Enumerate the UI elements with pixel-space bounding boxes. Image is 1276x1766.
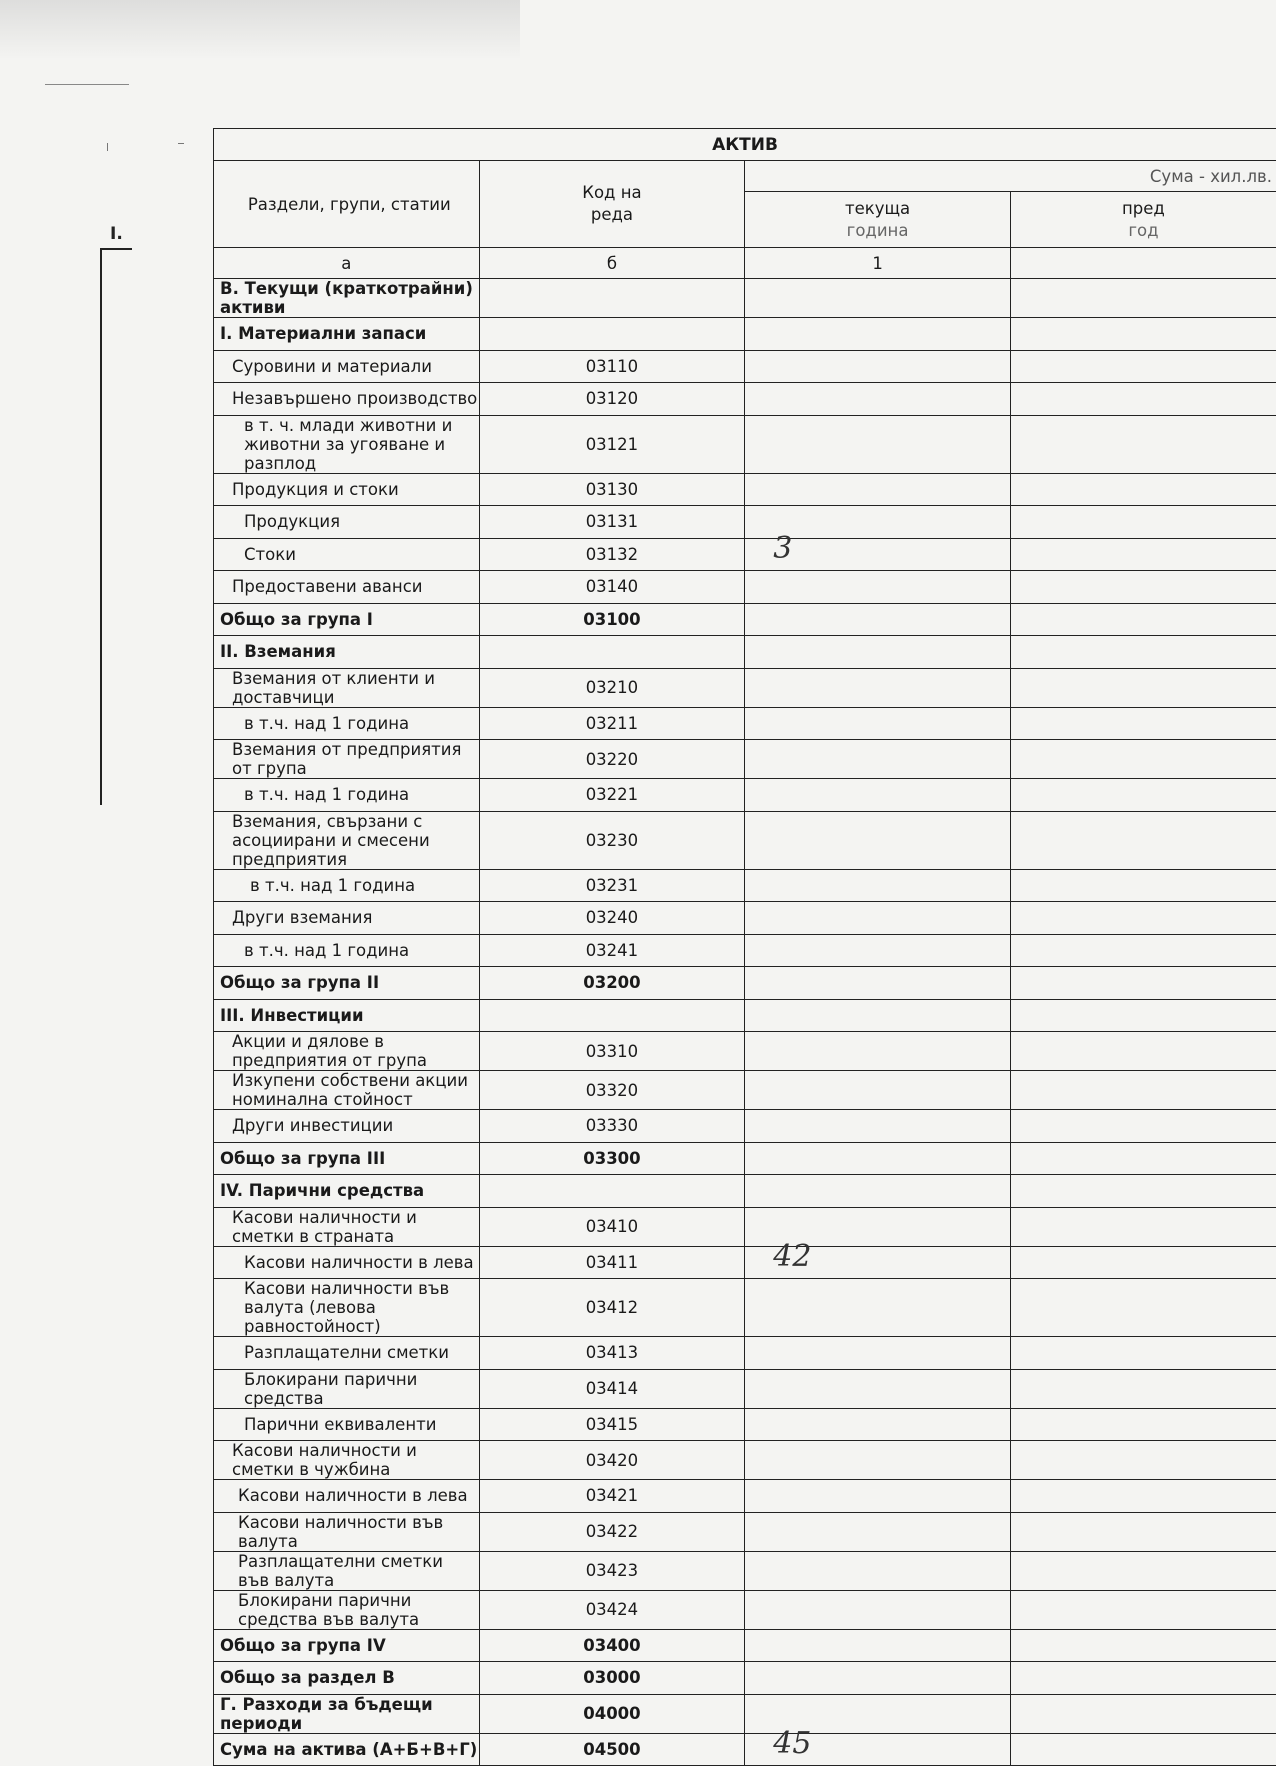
row-code: 03410 xyxy=(479,1207,745,1246)
row-previous-value[interactable] xyxy=(1010,571,1276,604)
row-previous-value[interactable] xyxy=(1010,967,1276,1000)
row-code xyxy=(479,999,745,1032)
row-current-value[interactable] xyxy=(745,668,1011,707)
row-code: 03132 xyxy=(479,538,745,571)
row-label: Разплащателни сметки xyxy=(214,1337,480,1370)
header-name: Раздели, групи, статии xyxy=(214,161,480,248)
table-row xyxy=(214,383,1276,416)
row-code: 03240 xyxy=(479,902,745,935)
row-code: 03400 xyxy=(479,1629,745,1662)
row-previous-value[interactable] xyxy=(1010,811,1276,869)
row-current-value[interactable] xyxy=(745,967,1011,1000)
balance-sheet-form xyxy=(213,128,1276,1766)
row-label: Изкупени собствени акции номинална стойност xyxy=(214,1071,480,1110)
row-current-value[interactable] xyxy=(745,1408,1011,1441)
row-code: 03424 xyxy=(479,1590,745,1629)
row-label: IV. Парични средства xyxy=(214,1175,480,1208)
scan-mark xyxy=(107,143,108,151)
row-current-value[interactable] xyxy=(745,1512,1011,1551)
scan-mark xyxy=(178,143,184,144)
row-code: 03200 xyxy=(479,967,745,1000)
header-cur-line2: година xyxy=(847,221,909,240)
row-current-value[interactable] xyxy=(745,1071,1011,1110)
row-previous-value[interactable] xyxy=(1010,1408,1276,1441)
row-label: в т.ч. над 1 година xyxy=(214,707,480,740)
scan-smudge xyxy=(0,0,520,60)
row-label: Разплащателни сметки във валута xyxy=(214,1551,480,1590)
table-row xyxy=(214,934,1276,967)
table-row xyxy=(214,1369,1276,1408)
row-label: Стоки xyxy=(214,538,480,571)
row-code: 03121 xyxy=(479,415,745,473)
row-current-value[interactable] xyxy=(745,1175,1011,1208)
row-current-value[interactable] xyxy=(745,636,1011,669)
row-current-value[interactable] xyxy=(745,603,1011,636)
row-label: В. Текущи (краткотрайни) активи xyxy=(214,279,480,318)
row-code: 03100 xyxy=(479,603,745,636)
letter-b: б xyxy=(479,248,745,279)
row-code: 03412 xyxy=(479,1279,745,1337)
table-row xyxy=(214,1032,1276,1071)
row-label: Суровини и материали xyxy=(214,350,480,383)
row-current-value[interactable] xyxy=(745,571,1011,604)
row-previous-value[interactable] xyxy=(1010,934,1276,967)
table-row xyxy=(214,1733,1276,1766)
row-previous-value[interactable] xyxy=(1010,1629,1276,1662)
row-code: 04000 xyxy=(479,1694,745,1733)
row-label: Продукция xyxy=(214,506,480,539)
letter-2 xyxy=(1010,248,1276,279)
row-previous-value[interactable] xyxy=(1010,473,1276,506)
row-current-value[interactable] xyxy=(745,350,1011,383)
row-previous-value[interactable] xyxy=(1010,902,1276,935)
row-code: 03000 xyxy=(479,1662,745,1695)
row-previous-value[interactable] xyxy=(1010,636,1276,669)
table-row xyxy=(214,1071,1276,1110)
row-label: Г. Разходи за бъдещи периоди xyxy=(214,1694,480,1733)
row-previous-value[interactable] xyxy=(1010,1246,1276,1279)
row-current-value[interactable] xyxy=(745,1110,1011,1143)
row-previous-value[interactable] xyxy=(1010,415,1276,473)
row-previous-value[interactable] xyxy=(1010,668,1276,707)
row-label: Касови наличности в лева xyxy=(214,1246,480,1279)
table-row xyxy=(214,1480,1276,1513)
row-label: Други вземания xyxy=(214,902,480,935)
table-row xyxy=(214,811,1276,869)
row-code: 03422 xyxy=(479,1512,745,1551)
row-code: 03414 xyxy=(479,1369,745,1408)
row-label: в т.ч. над 1 година xyxy=(214,869,480,902)
row-previous-value[interactable] xyxy=(1010,1590,1276,1629)
table-row xyxy=(214,538,1276,571)
row-code xyxy=(479,318,745,351)
row-code: 03423 xyxy=(479,1551,745,1590)
letter-a: а xyxy=(214,248,480,279)
row-code: 03110 xyxy=(479,350,745,383)
row-previous-value[interactable] xyxy=(1010,1733,1276,1766)
row-current-value[interactable] xyxy=(745,1337,1011,1370)
table-row xyxy=(214,967,1276,1000)
row-code: 03221 xyxy=(479,779,745,812)
row-label: Касови наличности във валута xyxy=(214,1512,480,1551)
header-code xyxy=(479,161,745,248)
row-code xyxy=(479,1175,745,1208)
row-current-value[interactable] xyxy=(745,999,1011,1032)
row-code: 03140 xyxy=(479,571,745,604)
table-row xyxy=(214,506,1276,539)
row-current-value[interactable] xyxy=(745,811,1011,869)
table-row xyxy=(214,668,1276,707)
margin-frame xyxy=(100,248,132,805)
row-current-value[interactable] xyxy=(745,1142,1011,1175)
table-row xyxy=(214,636,1276,669)
row-label: Касови наличности в лева xyxy=(214,1480,480,1513)
row-current-value[interactable] xyxy=(745,1551,1011,1590)
row-code: 03231 xyxy=(479,869,745,902)
row-code: 03413 xyxy=(479,1337,745,1370)
header-previous-year xyxy=(1010,192,1276,248)
row-previous-value[interactable] xyxy=(1010,1662,1276,1695)
row-label: Вземания от клиенти и доставчици xyxy=(214,668,480,707)
table-row xyxy=(214,1110,1276,1143)
handwritten-value: 45 xyxy=(773,1726,811,1761)
row-previous-value[interactable] xyxy=(1010,1369,1276,1408)
row-label: Блокирани парични средства във валута xyxy=(214,1590,480,1629)
row-previous-value[interactable] xyxy=(1010,350,1276,383)
row-code: 03320 xyxy=(479,1071,745,1110)
row-previous-value[interactable] xyxy=(1010,318,1276,351)
row-code: 03411 xyxy=(479,1246,745,1279)
row-current-value[interactable] xyxy=(745,1279,1011,1337)
row-current-value[interactable] xyxy=(745,1733,1011,1766)
table-row xyxy=(214,902,1276,935)
header-prev-line2: год xyxy=(1128,221,1158,240)
row-previous-value[interactable] xyxy=(1010,506,1276,539)
row-current-value[interactable] xyxy=(745,1246,1011,1279)
row-previous-value[interactable] xyxy=(1010,1032,1276,1071)
row-label: Парични еквиваленти xyxy=(214,1408,480,1441)
row-current-value[interactable] xyxy=(745,740,1011,779)
row-previous-value[interactable] xyxy=(1010,383,1276,416)
row-label: Предоставени аванси xyxy=(214,571,480,604)
row-label: в т.ч. над 1 година xyxy=(214,779,480,812)
scan-line xyxy=(45,84,129,85)
table-row xyxy=(214,1142,1276,1175)
table-row xyxy=(214,1662,1276,1695)
table-row xyxy=(214,350,1276,383)
row-code xyxy=(479,279,745,318)
row-previous-value[interactable] xyxy=(1010,1110,1276,1143)
row-current-value[interactable] xyxy=(745,1441,1011,1480)
row-previous-value[interactable] xyxy=(1010,538,1276,571)
row-code: 03131 xyxy=(479,506,745,539)
row-current-value[interactable] xyxy=(745,707,1011,740)
row-code: 03420 xyxy=(479,1441,745,1480)
table-row xyxy=(214,1629,1276,1662)
table-row xyxy=(214,1175,1276,1208)
table-row xyxy=(214,603,1276,636)
header-code-line2: реда xyxy=(591,205,633,224)
table-row xyxy=(214,279,1276,318)
row-label: Сума на актива (А+Б+В+Г) xyxy=(214,1733,480,1766)
row-previous-value[interactable] xyxy=(1010,1441,1276,1480)
row-previous-value[interactable] xyxy=(1010,603,1276,636)
header-cur-line1: текуща xyxy=(845,199,910,218)
row-previous-value[interactable] xyxy=(1010,1694,1276,1733)
row-label: II. Вземания xyxy=(214,636,480,669)
row-code: 03210 xyxy=(479,668,745,707)
table-row xyxy=(214,1512,1276,1551)
table-row xyxy=(214,1441,1276,1480)
row-label: Други инвестиции xyxy=(214,1110,480,1143)
row-previous-value[interactable] xyxy=(1010,1207,1276,1246)
row-label: Общо за раздел В xyxy=(214,1662,480,1695)
row-previous-value[interactable] xyxy=(1010,869,1276,902)
row-label: Акции и дялове в предприятия от група xyxy=(214,1032,480,1071)
row-current-value[interactable] xyxy=(745,1032,1011,1071)
row-code: 03220 xyxy=(479,740,745,779)
row-previous-value[interactable] xyxy=(1010,1071,1276,1110)
letter-1: 1 xyxy=(745,248,1011,279)
table-row xyxy=(214,740,1276,779)
row-label: Касови наличности и сметки в чужбина xyxy=(214,1441,480,1480)
row-current-value[interactable] xyxy=(745,1662,1011,1695)
margin-label: I. xyxy=(110,224,123,244)
row-code: 03241 xyxy=(479,934,745,967)
table-row xyxy=(214,415,1276,473)
row-current-value[interactable] xyxy=(745,473,1011,506)
row-label: в т.ч. над 1 година xyxy=(214,934,480,967)
row-current-value[interactable] xyxy=(745,869,1011,902)
table-row xyxy=(214,1590,1276,1629)
header-sum: Сума - хил.лв. xyxy=(745,161,1276,192)
row-current-value[interactable] xyxy=(745,1629,1011,1662)
row-current-value[interactable] xyxy=(745,934,1011,967)
row-code: 03230 xyxy=(479,811,745,869)
row-previous-value[interactable] xyxy=(1010,999,1276,1032)
table-row xyxy=(214,1207,1276,1246)
table-row xyxy=(214,999,1276,1032)
row-code xyxy=(479,636,745,669)
header-prev-line1: пред xyxy=(1122,199,1165,218)
table-row xyxy=(214,318,1276,351)
row-code: 03330 xyxy=(479,1110,745,1143)
row-label: I. Материални запаси xyxy=(214,318,480,351)
handwritten-value: 42 xyxy=(773,1239,811,1274)
row-label: Блокирани парични средства xyxy=(214,1369,480,1408)
row-current-value[interactable] xyxy=(745,779,1011,812)
row-code: 04500 xyxy=(479,1733,745,1766)
row-code: 03310 xyxy=(479,1032,745,1071)
asset-table xyxy=(213,128,1276,1766)
row-label: Касови наличности и сметки в страната xyxy=(214,1207,480,1246)
row-current-value[interactable] xyxy=(745,318,1011,351)
table-row xyxy=(214,1694,1276,1733)
row-current-value[interactable] xyxy=(745,1369,1011,1408)
table-body xyxy=(214,279,1276,1766)
row-current-value[interactable] xyxy=(745,538,1011,571)
row-current-value[interactable] xyxy=(745,902,1011,935)
table-row xyxy=(214,473,1276,506)
row-label: Продукция и стоки xyxy=(214,473,480,506)
row-label: Общо за група IV xyxy=(214,1629,480,1662)
row-current-value[interactable] xyxy=(745,1480,1011,1513)
row-current-value[interactable] xyxy=(745,383,1011,416)
table-row xyxy=(214,869,1276,902)
row-label: Общо за група I xyxy=(214,603,480,636)
row-label: Вземания, свързани с асоциирани и смесени предприятия xyxy=(214,811,480,869)
row-previous-value[interactable] xyxy=(1010,779,1276,812)
row-label: Вземания от предприятия от група xyxy=(214,740,480,779)
header-current-year xyxy=(745,192,1011,248)
row-previous-value[interactable] xyxy=(1010,1551,1276,1590)
row-code: 03120 xyxy=(479,383,745,416)
row-current-value[interactable] xyxy=(745,279,1011,318)
row-code: 03421 xyxy=(479,1480,745,1513)
table-row xyxy=(214,1279,1276,1337)
row-previous-value[interactable] xyxy=(1010,740,1276,779)
table-row xyxy=(214,1551,1276,1590)
table-row xyxy=(214,1246,1276,1279)
row-code: 03300 xyxy=(479,1142,745,1175)
row-label: Незавършено производство xyxy=(214,383,480,416)
table-row xyxy=(214,571,1276,604)
row-previous-value[interactable] xyxy=(1010,1175,1276,1208)
row-previous-value[interactable] xyxy=(1010,1279,1276,1337)
row-previous-value[interactable] xyxy=(1010,279,1276,318)
table-row xyxy=(214,779,1276,812)
table-row xyxy=(214,1337,1276,1370)
table-row xyxy=(214,1408,1276,1441)
header-code-line1: Код на xyxy=(582,183,641,202)
row-code: 03130 xyxy=(479,473,745,506)
table-row xyxy=(214,707,1276,740)
row-previous-value[interactable] xyxy=(1010,1512,1276,1551)
row-previous-value[interactable] xyxy=(1010,1337,1276,1370)
row-label: в т. ч. млади животни и животни за угояване и разплод xyxy=(214,415,480,473)
row-previous-value[interactable] xyxy=(1010,707,1276,740)
row-current-value[interactable] xyxy=(745,415,1011,473)
row-current-value[interactable] xyxy=(745,1590,1011,1629)
row-label: Общо за група III xyxy=(214,1142,480,1175)
row-code: 03415 xyxy=(479,1408,745,1441)
row-label: Общо за група II xyxy=(214,967,480,1000)
row-previous-value[interactable] xyxy=(1010,1480,1276,1513)
row-label: III. Инвестиции xyxy=(214,999,480,1032)
row-previous-value[interactable] xyxy=(1010,1142,1276,1175)
row-label: Касови наличности във валута (левова равностойност) xyxy=(214,1279,480,1337)
row-code: 03211 xyxy=(479,707,745,740)
handwritten-value: 3 xyxy=(773,531,792,566)
table-title: АКТИВ xyxy=(214,129,1276,161)
